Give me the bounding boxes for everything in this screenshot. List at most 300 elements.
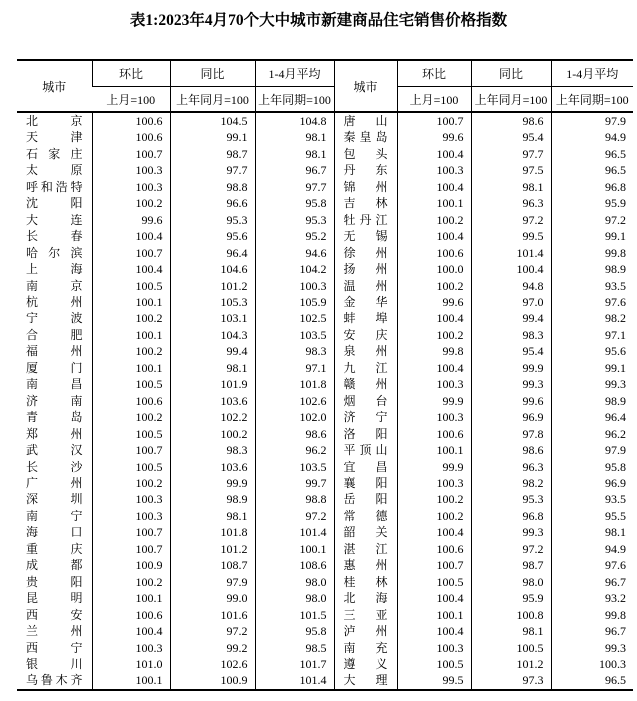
value-cell: 100.2 <box>170 426 255 442</box>
value-cell: 101.2 <box>170 278 255 294</box>
city-cell: 常德 <box>334 508 397 524</box>
table-row <box>17 343 633 359</box>
value-cell: 100.9 <box>92 557 170 573</box>
value-cell: 98.1 <box>471 179 551 195</box>
city-cell: 包头 <box>334 146 397 162</box>
header-yoy-left: 同比 <box>170 60 255 87</box>
value-cell: 101.2 <box>170 541 255 557</box>
value-cell: 97.8 <box>471 426 551 442</box>
value-cell: 104.3 <box>170 327 255 343</box>
value-cell: 100.7 <box>397 112 471 129</box>
value-cell: 99.6 <box>397 129 471 145</box>
value-cell: 99.6 <box>92 212 170 228</box>
value-cell: 95.9 <box>551 195 633 211</box>
value-cell: 98.0 <box>255 590 334 606</box>
value-cell: 102.6 <box>170 656 255 672</box>
value-cell: 102.5 <box>255 310 334 326</box>
value-cell: 100.5 <box>92 278 170 294</box>
value-cell: 105.3 <box>170 294 255 310</box>
table-row <box>17 475 633 491</box>
table-row <box>17 409 633 425</box>
value-cell: 96.3 <box>471 459 551 475</box>
header-row-bases <box>17 87 633 113</box>
value-cell: 98.1 <box>551 524 633 540</box>
value-cell: 100.4 <box>471 261 551 277</box>
value-cell: 103.1 <box>170 310 255 326</box>
table-row <box>17 129 633 145</box>
value-cell: 99.9 <box>397 459 471 475</box>
city-cell: 青岛 <box>26 410 83 425</box>
table-row <box>17 442 633 458</box>
city-cell: 哈尔滨 <box>26 245 83 260</box>
city-cell: 蚌埠 <box>334 310 397 326</box>
value-cell: 100.2 <box>397 278 471 294</box>
table-row <box>17 459 633 475</box>
value-cell: 100.1 <box>92 360 170 376</box>
value-cell: 98.8 <box>255 491 334 507</box>
value-cell: 100.6 <box>92 112 170 129</box>
table-row <box>17 360 633 376</box>
table-row <box>17 195 633 211</box>
value-cell: 96.2 <box>255 442 334 458</box>
value-cell: 100.4 <box>397 623 471 639</box>
value-cell: 99.7 <box>255 475 334 491</box>
table-row <box>17 112 633 129</box>
value-cell: 100.2 <box>92 574 170 590</box>
city-cell: 长春 <box>26 229 83 244</box>
city-cell: 秦皇岛 <box>334 129 397 145</box>
value-cell: 95.8 <box>255 195 334 211</box>
value-cell: 104.5 <box>170 112 255 129</box>
value-cell: 99.3 <box>551 640 633 656</box>
value-cell: 99.6 <box>397 294 471 310</box>
value-cell: 96.5 <box>551 146 633 162</box>
value-cell: 99.5 <box>471 228 551 244</box>
city-cell: 吉林 <box>334 195 397 211</box>
value-cell: 99.4 <box>471 310 551 326</box>
city-cell: 呼和浩特 <box>26 179 83 194</box>
city-cell: 赣州 <box>334 376 397 392</box>
value-cell: 98.1 <box>255 146 334 162</box>
table-body <box>17 112 633 690</box>
value-cell: 100.5 <box>92 376 170 392</box>
city-cell: 太原 <box>26 163 83 178</box>
value-cell: 100.4 <box>397 590 471 606</box>
table-row <box>17 491 633 507</box>
table-row <box>17 607 633 623</box>
value-cell: 98.1 <box>255 129 334 145</box>
city-cell: 遵义 <box>334 656 397 672</box>
value-cell: 100.1 <box>92 294 170 310</box>
value-cell: 94.8 <box>471 278 551 294</box>
value-cell: 93.5 <box>551 491 633 507</box>
header-avg-base-left: 上年同期=100 <box>255 87 334 113</box>
city-cell: 天津 <box>26 130 83 145</box>
header-row-labels <box>17 60 633 87</box>
value-cell: 99.8 <box>551 607 633 623</box>
value-cell: 100.4 <box>92 623 170 639</box>
city-cell: 牡丹江 <box>334 212 397 228</box>
city-cell: 九江 <box>334 360 397 376</box>
value-cell: 97.0 <box>471 294 551 310</box>
value-cell: 100.1 <box>397 607 471 623</box>
value-cell: 100.6 <box>397 541 471 557</box>
value-cell: 103.5 <box>255 459 334 475</box>
city-cell: 海口 <box>26 525 83 540</box>
value-cell: 100.3 <box>397 640 471 656</box>
value-cell: 97.6 <box>551 557 633 573</box>
value-cell: 100.5 <box>92 426 170 442</box>
city-cell: 深圳 <box>26 492 83 507</box>
header-city-left: 城市 <box>17 60 92 112</box>
value-cell: 95.5 <box>551 508 633 524</box>
header-mom-base-right: 上月=100 <box>397 87 471 113</box>
value-cell: 100.1 <box>255 541 334 557</box>
value-cell: 100.7 <box>92 524 170 540</box>
value-cell: 100.5 <box>397 574 471 590</box>
city-cell: 大理 <box>334 672 397 689</box>
value-cell: 94.9 <box>551 129 633 145</box>
value-cell: 95.3 <box>471 491 551 507</box>
table-row <box>17 574 633 590</box>
value-cell: 100.3 <box>397 376 471 392</box>
value-cell: 98.7 <box>170 146 255 162</box>
city-cell: 韶关 <box>334 524 397 540</box>
value-cell: 101.4 <box>255 672 334 689</box>
header-mom-base-left: 上月=100 <box>92 87 170 113</box>
value-cell: 101.6 <box>170 607 255 623</box>
value-cell: 99.9 <box>170 475 255 491</box>
city-cell: 唐山 <box>334 112 397 129</box>
value-cell: 94.6 <box>255 245 334 261</box>
city-cell: 泉州 <box>334 343 397 359</box>
value-cell: 96.9 <box>471 409 551 425</box>
city-cell: 无锡 <box>334 228 397 244</box>
value-cell: 98.2 <box>551 310 633 326</box>
value-cell: 98.6 <box>255 426 334 442</box>
value-cell: 99.1 <box>551 360 633 376</box>
city-cell: 西宁 <box>26 640 83 655</box>
value-cell: 102.2 <box>170 409 255 425</box>
value-cell: 100.3 <box>397 409 471 425</box>
value-cell: 98.1 <box>170 508 255 524</box>
value-cell: 100.2 <box>92 475 170 491</box>
value-cell: 100.2 <box>397 212 471 228</box>
value-cell: 98.7 <box>471 557 551 573</box>
value-cell: 96.9 <box>551 475 633 491</box>
value-cell: 99.3 <box>471 524 551 540</box>
city-cell: 丹东 <box>334 162 397 178</box>
header-yoy-base-left: 上年同月=100 <box>170 87 255 113</box>
value-cell: 104.2 <box>255 261 334 277</box>
value-cell: 100.4 <box>92 261 170 277</box>
value-cell: 96.8 <box>471 508 551 524</box>
value-cell: 101.7 <box>255 656 334 672</box>
value-cell: 100.4 <box>397 179 471 195</box>
value-cell: 98.1 <box>170 360 255 376</box>
value-cell: 100.5 <box>92 459 170 475</box>
table-row <box>17 557 633 573</box>
value-cell: 96.5 <box>551 672 633 689</box>
value-cell: 100.3 <box>551 656 633 672</box>
value-cell: 95.3 <box>170 212 255 228</box>
city-cell: 郑州 <box>26 426 83 441</box>
header-city-right: 城市 <box>334 60 397 112</box>
value-cell: 96.7 <box>551 574 633 590</box>
table-row <box>17 310 633 326</box>
value-cell: 100.6 <box>92 393 170 409</box>
value-cell: 99.3 <box>471 376 551 392</box>
city-cell: 宁波 <box>26 311 83 326</box>
value-cell: 105.9 <box>255 294 334 310</box>
table-row <box>17 640 633 656</box>
city-cell: 福州 <box>26 344 83 359</box>
value-cell: 95.8 <box>551 459 633 475</box>
city-cell: 南充 <box>334 640 397 656</box>
table-row <box>17 426 633 442</box>
city-cell: 北京 <box>26 114 83 128</box>
value-cell: 97.7 <box>170 162 255 178</box>
value-cell: 100.3 <box>92 508 170 524</box>
value-cell: 100.1 <box>92 327 170 343</box>
value-cell: 97.5 <box>471 162 551 178</box>
header-mom-right: 环比 <box>397 60 471 87</box>
city-cell: 昆明 <box>26 591 83 606</box>
value-cell: 99.1 <box>170 129 255 145</box>
city-cell: 银川 <box>26 656 83 671</box>
value-cell: 97.1 <box>255 360 334 376</box>
value-cell: 100.9 <box>170 672 255 689</box>
city-cell: 南京 <box>26 278 83 293</box>
value-cell: 95.4 <box>471 343 551 359</box>
value-cell: 97.2 <box>170 623 255 639</box>
value-cell: 100.3 <box>92 179 170 195</box>
table-row <box>17 179 633 195</box>
value-cell: 98.9 <box>551 393 633 409</box>
header-avg-left: 1-4月平均 <box>255 60 334 87</box>
value-cell: 100.6 <box>397 245 471 261</box>
city-cell: 杭州 <box>26 294 83 309</box>
value-cell: 100.6 <box>92 607 170 623</box>
table-row <box>17 541 633 557</box>
value-cell: 100.4 <box>397 524 471 540</box>
value-cell: 100.0 <box>397 261 471 277</box>
value-cell: 100.7 <box>92 541 170 557</box>
value-cell: 95.3 <box>255 212 334 228</box>
table-row <box>17 508 633 524</box>
value-cell: 103.6 <box>170 393 255 409</box>
value-cell: 99.4 <box>170 343 255 359</box>
value-cell: 99.1 <box>551 228 633 244</box>
value-cell: 93.5 <box>551 278 633 294</box>
table-row <box>17 393 633 409</box>
city-cell: 洛阳 <box>334 426 397 442</box>
city-cell: 徐州 <box>334 245 397 261</box>
value-cell: 100.7 <box>92 245 170 261</box>
value-cell: 96.4 <box>170 245 255 261</box>
value-cell: 99.8 <box>397 343 471 359</box>
city-cell: 武汉 <box>26 443 83 458</box>
value-cell: 100.3 <box>92 162 170 178</box>
city-cell: 岳阳 <box>334 491 397 507</box>
value-cell: 97.1 <box>551 327 633 343</box>
value-cell: 99.6 <box>471 393 551 409</box>
value-cell: 97.3 <box>471 672 551 689</box>
table-header <box>17 60 633 112</box>
value-cell: 96.8 <box>551 179 633 195</box>
header-avg-right: 1-4月平均 <box>551 60 633 87</box>
city-cell: 上海 <box>26 262 83 277</box>
value-cell: 98.9 <box>170 491 255 507</box>
value-cell: 100.2 <box>397 491 471 507</box>
value-cell: 103.5 <box>255 327 334 343</box>
value-cell: 98.0 <box>255 574 334 590</box>
value-cell: 98.0 <box>471 574 551 590</box>
value-cell: 97.9 <box>551 442 633 458</box>
header-yoy-right: 同比 <box>471 60 551 87</box>
table-row <box>17 228 633 244</box>
value-cell: 100.1 <box>397 195 471 211</box>
value-cell: 100.3 <box>255 278 334 294</box>
value-cell: 103.6 <box>170 459 255 475</box>
value-cell: 100.2 <box>397 327 471 343</box>
city-cell: 扬州 <box>334 261 397 277</box>
value-cell: 95.6 <box>551 343 633 359</box>
value-cell: 95.8 <box>255 623 334 639</box>
city-cell: 济宁 <box>334 409 397 425</box>
value-cell: 95.2 <box>255 228 334 244</box>
value-cell: 100.3 <box>92 640 170 656</box>
value-cell: 100.5 <box>471 640 551 656</box>
table-row <box>17 590 633 606</box>
city-cell: 安庆 <box>334 327 397 343</box>
value-cell: 98.3 <box>170 442 255 458</box>
city-cell: 济南 <box>26 393 83 408</box>
value-cell: 98.5 <box>255 640 334 656</box>
value-cell: 96.5 <box>551 162 633 178</box>
value-cell: 97.2 <box>551 212 633 228</box>
city-cell: 温州 <box>334 278 397 294</box>
header-mom-left: 环比 <box>92 60 170 87</box>
value-cell: 101.5 <box>255 607 334 623</box>
value-cell: 100.3 <box>92 491 170 507</box>
value-cell: 100.7 <box>92 146 170 162</box>
value-cell: 100.2 <box>397 508 471 524</box>
value-cell: 100.2 <box>92 310 170 326</box>
value-cell: 95.6 <box>170 228 255 244</box>
value-cell: 94.9 <box>551 541 633 557</box>
value-cell: 97.9 <box>551 112 633 129</box>
value-cell: 104.6 <box>170 261 255 277</box>
table-row <box>17 327 633 343</box>
city-cell: 惠州 <box>334 557 397 573</box>
value-cell: 97.2 <box>255 508 334 524</box>
value-cell: 99.8 <box>551 245 633 261</box>
table-row <box>17 376 633 392</box>
city-cell: 广州 <box>26 475 83 490</box>
value-cell: 96.7 <box>255 162 334 178</box>
table-row <box>17 278 633 294</box>
header-yoy-base-right: 上年同月=100 <box>471 87 551 113</box>
city-cell: 北海 <box>334 590 397 606</box>
city-cell: 乌鲁木齐 <box>26 673 83 688</box>
value-cell: 98.2 <box>471 475 551 491</box>
city-cell: 桂林 <box>334 574 397 590</box>
city-cell: 南宁 <box>26 508 83 523</box>
value-cell: 102.6 <box>255 393 334 409</box>
value-cell: 101.2 <box>471 656 551 672</box>
value-cell: 98.8 <box>170 179 255 195</box>
value-cell: 98.6 <box>471 112 551 129</box>
city-cell: 石家庄 <box>26 146 83 161</box>
city-cell: 大连 <box>26 212 83 227</box>
value-cell: 93.2 <box>551 590 633 606</box>
table-row <box>17 162 633 178</box>
table-row <box>17 212 633 228</box>
city-cell: 湛江 <box>334 541 397 557</box>
page-title: 表1:2023年4月70个大中城市新建商品住宅销售价格指数 <box>129 12 508 29</box>
value-cell: 101.9 <box>170 376 255 392</box>
value-cell: 104.8 <box>255 112 334 129</box>
city-cell: 贵阳 <box>26 574 83 589</box>
value-cell: 98.1 <box>471 623 551 639</box>
table-row <box>17 656 633 672</box>
value-cell: 97.6 <box>551 294 633 310</box>
city-cell: 重庆 <box>26 541 83 556</box>
value-cell: 108.6 <box>255 557 334 573</box>
table-row <box>17 672 633 689</box>
value-cell: 99.9 <box>471 360 551 376</box>
value-cell: 100.4 <box>397 228 471 244</box>
value-cell: 100.3 <box>397 475 471 491</box>
table-row <box>17 524 633 540</box>
value-cell: 96.4 <box>551 409 633 425</box>
value-cell: 101.8 <box>170 524 255 540</box>
value-cell: 101.4 <box>471 245 551 261</box>
value-cell: 101.0 <box>92 656 170 672</box>
city-cell: 南昌 <box>26 377 83 392</box>
city-cell: 锦州 <box>334 179 397 195</box>
value-cell: 100.4 <box>92 228 170 244</box>
value-cell: 100.6 <box>397 426 471 442</box>
value-cell: 102.0 <box>255 409 334 425</box>
value-cell: 100.2 <box>92 343 170 359</box>
city-cell: 兰州 <box>26 624 83 639</box>
value-cell: 96.3 <box>471 195 551 211</box>
value-cell: 101.8 <box>255 376 334 392</box>
city-cell: 烟台 <box>334 393 397 409</box>
city-cell: 合肥 <box>26 327 83 342</box>
city-cell: 厦门 <box>26 360 83 375</box>
value-cell: 97.9 <box>170 574 255 590</box>
value-cell: 100.8 <box>471 607 551 623</box>
city-cell: 平顶山 <box>334 442 397 458</box>
value-cell: 101.4 <box>255 524 334 540</box>
value-cell: 99.5 <box>397 672 471 689</box>
city-cell: 长沙 <box>26 459 83 474</box>
value-cell: 100.5 <box>397 656 471 672</box>
value-cell: 99.2 <box>170 640 255 656</box>
value-cell: 98.9 <box>551 261 633 277</box>
table-row <box>17 261 633 277</box>
value-cell: 99.3 <box>551 376 633 392</box>
value-cell: 95.9 <box>471 590 551 606</box>
value-cell: 95.4 <box>471 129 551 145</box>
value-cell: 100.6 <box>92 129 170 145</box>
city-cell: 襄阳 <box>334 475 397 491</box>
city-cell: 成都 <box>26 558 83 573</box>
value-cell: 98.6 <box>471 442 551 458</box>
